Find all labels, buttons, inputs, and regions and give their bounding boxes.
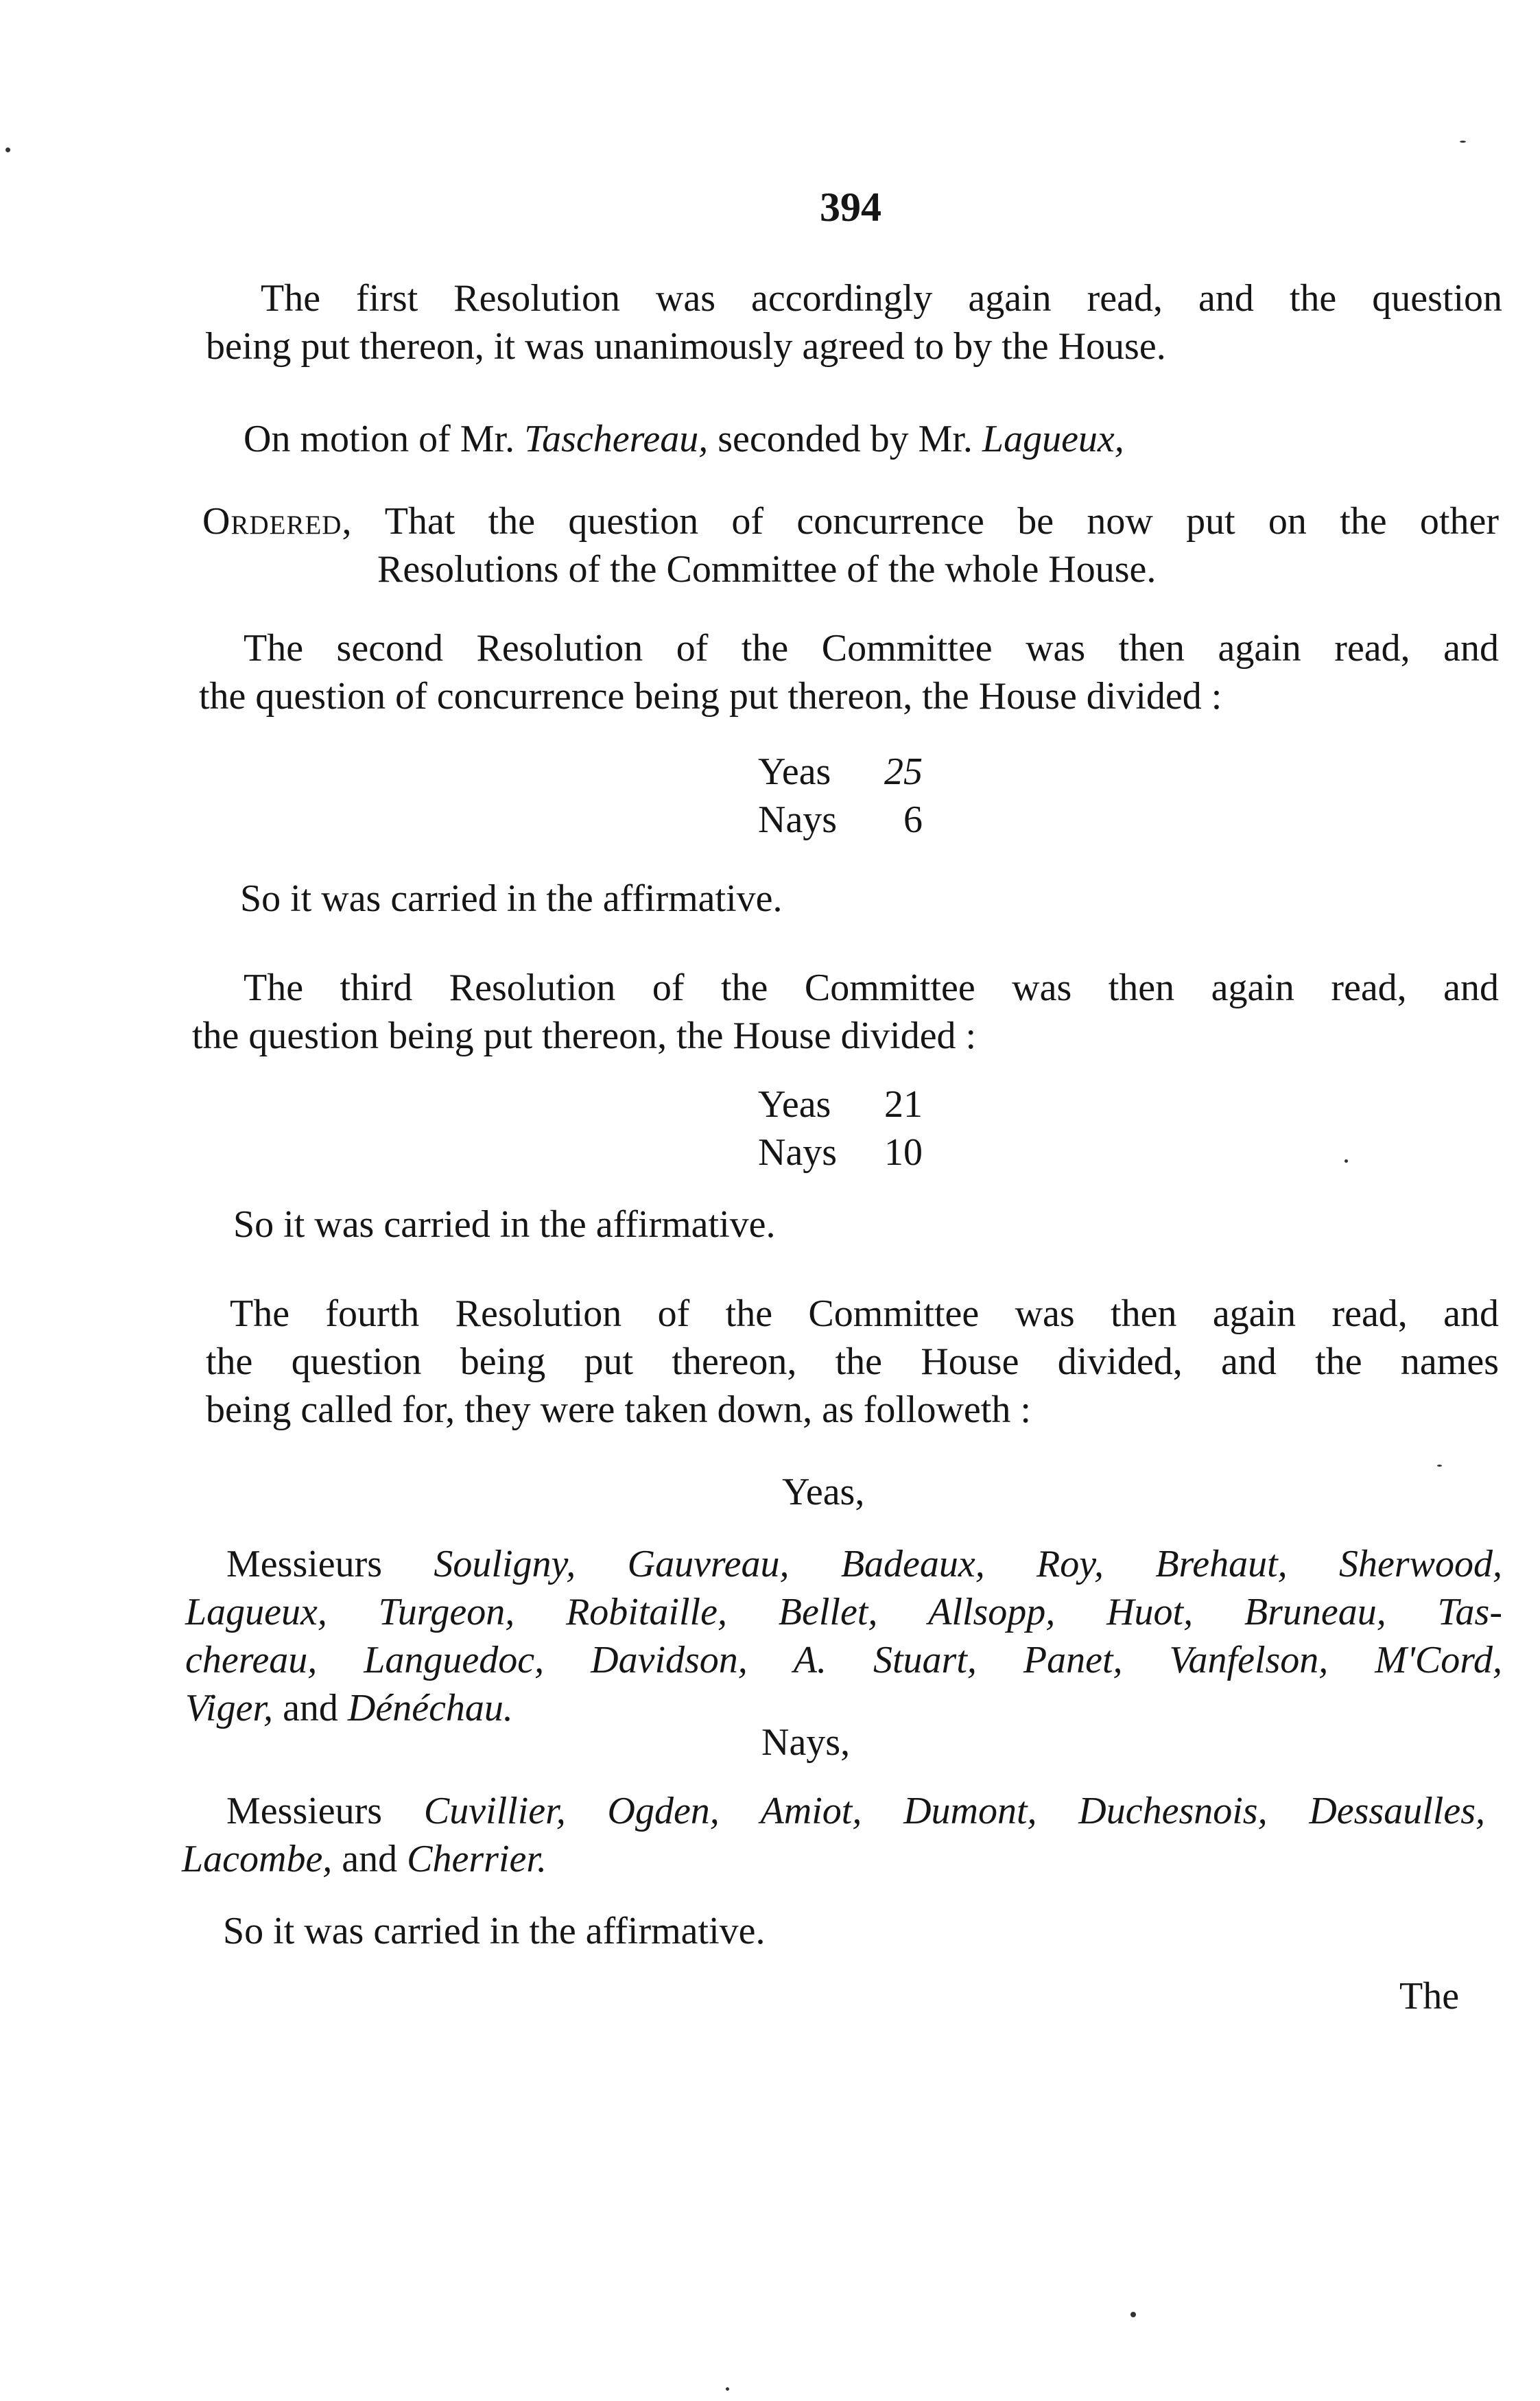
yeas-label: Yeas <box>758 1083 831 1126</box>
text-line <box>185 1588 1502 1636</box>
member-names: Cuvillier, Ogden, Amiot, Dumont, Duchesnois, Dessaulles, <box>423 1790 1485 1832</box>
member-names: chereau, Languedoc, Davidson, A. Stuart, Panet, Vanfelson, M'Cord, <box>185 1639 1502 1681</box>
text-line <box>185 1636 1502 1684</box>
yeas-count: 21 <box>884 1083 923 1126</box>
text-line <box>182 1835 1485 1883</box>
vote-tally-third <box>758 1080 923 1176</box>
carried-statement <box>240 875 782 923</box>
text-line: the question being put thereon, the House divided : <box>192 1015 977 1057</box>
yeas-count: 25 <box>884 750 923 793</box>
yeas-row <box>758 1080 923 1128</box>
nays-heading: Nays, <box>761 1721 851 1764</box>
text-line <box>244 415 1410 463</box>
yeas-row <box>758 748 923 796</box>
messieurs-label: Messieurs <box>226 1543 383 1585</box>
paragraph-motion <box>244 415 1410 463</box>
text-span: On motion of Mr. <box>244 418 525 460</box>
text-line: The second Resolution of the Committee was then again read, and <box>244 627 1499 670</box>
nays-label: Nays <box>758 1131 838 1174</box>
yeas-heading: Yeas, <box>782 1471 865 1513</box>
member-name: Dénéchau. <box>347 1687 513 1729</box>
nays-count: 10 <box>884 1131 923 1174</box>
text-span: seconded by Mr. <box>708 418 982 460</box>
paragraph-first-resolution <box>206 274 1502 370</box>
member-name: Viger, <box>185 1687 274 1729</box>
nays-count: 6 <box>903 799 923 841</box>
member-name: Lacombe, <box>182 1838 333 1880</box>
nays-names-list <box>182 1787 1485 1883</box>
text-line: The fourth Resolution of the Committee was then again read, and <box>230 1292 1499 1335</box>
yeas-label: Yeas <box>758 750 831 793</box>
messieurs-label: Messieurs <box>226 1790 383 1832</box>
text-line: being called for, they were taken down, as followeth : <box>206 1388 1031 1431</box>
member-names: Souligny, Gauvreau, Badeaux, Roy, Brehaut, Sherwood, <box>434 1543 1502 1585</box>
yeas-names-list <box>185 1540 1502 1732</box>
text-span: That the question of concurrence be now put on the other <box>384 500 1499 543</box>
scan-speck <box>5 147 10 152</box>
text-line <box>185 1540 1502 1588</box>
text-line: So it was carried in the affirmative. <box>240 877 783 920</box>
paragraph-third-resolution <box>192 964 1499 1060</box>
text-span: and <box>273 1687 348 1729</box>
text-line <box>202 497 1499 545</box>
member-name: Lagueux, <box>982 418 1124 460</box>
text-line <box>182 1787 1485 1835</box>
nays-row <box>758 796 923 844</box>
vote-tally-second <box>758 748 923 844</box>
nays-label: Nays <box>758 799 838 841</box>
scan-speck <box>1460 141 1466 143</box>
text-line: the question of concurrence being put thereon, the House divided : <box>199 675 1222 718</box>
member-names: Lagueux, Turgeon, Robitaille, Bellet, Allsopp, Huot, Bruneau, Tas- <box>185 1591 1502 1633</box>
text-line: So it was carried in the affirmative. <box>233 1203 776 1246</box>
text-line: being put thereon, it was unanimously agreed to by the House. <box>206 325 1166 368</box>
page-number: 394 <box>820 185 881 230</box>
text-span: and <box>332 1838 407 1880</box>
member-name: Cherrier. <box>407 1838 547 1880</box>
text-line: The third Resolution of the Committee was then again read, and <box>244 967 1499 1009</box>
text-line: the question being put thereon, the House divided, and the names <box>206 1340 1499 1383</box>
carried-statement <box>233 1200 775 1249</box>
catchword: The <box>1399 1975 1460 2018</box>
paragraph-second-resolution <box>199 624 1499 720</box>
ordered-label: Ordered, <box>202 500 353 543</box>
paragraph-ordered <box>202 497 1499 593</box>
paragraph-fourth-resolution <box>206 1290 1499 1434</box>
text-line: Resolutions of the Committee of the whole House. <box>377 548 1157 591</box>
scan-speck <box>1344 1159 1348 1163</box>
nays-row <box>758 1128 923 1176</box>
text-line: The first Resolution was accordingly again read, and the question <box>261 277 1502 320</box>
member-name: Taschereau, <box>524 418 709 460</box>
carried-statement <box>223 1907 765 1955</box>
text-line: So it was carried in the affirmative. <box>223 1910 766 1952</box>
scan-speck <box>726 2387 729 2391</box>
scan-speck <box>1437 1465 1442 1467</box>
scan-speck <box>1130 2312 1136 2317</box>
